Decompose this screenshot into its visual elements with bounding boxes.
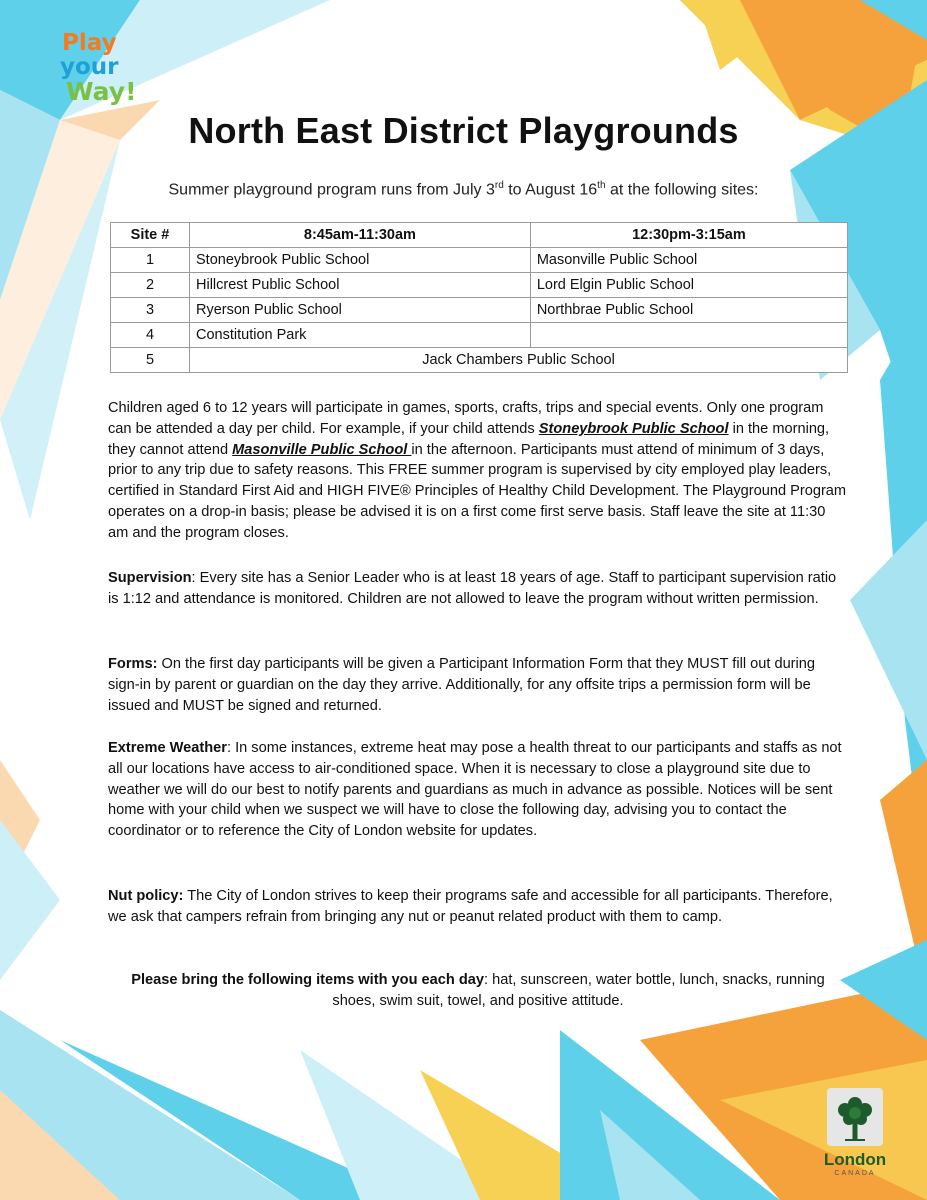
header-site-number: Site # [111, 223, 190, 248]
header-morning: 8:45am-11:30am [190, 223, 531, 248]
intro-paragraph: Children aged 6 to 12 years will participate in games, sports, crafts, trips and special events. Only one program can be attended a day per child. For example, if your child attends Stoneybrook Public School in the morning, they cannot attend Masonville Public School in the afternoon. Participants must attend of minimum of 3 days, prior to any trip due to safety reasons. This FREE summer program is supervised by city employed play leaders, certified in Standard First Aid and HIGH FIVE® Principles of Healthy Child Development. The Playground Program operates on a drop-in basis; please be advised it is on a first come first serve basis. Staff leave the site at 11:30 am and the program closes. [108, 400, 847, 541]
page-title: North East District Playgrounds [188, 110, 739, 151]
morning-site: Hillcrest Public School [190, 273, 531, 298]
table-row [111, 323, 848, 348]
afternoon-site: Masonville Public School [530, 248, 847, 273]
nut-policy-paragraph: Nut policy: The City of London strives to keep their programs safe and accessible for all participants. Therefore, we ask that campers refrain from bringing any nut or peanut related product with them to camp. [108, 888, 833, 925]
supervision-label: Supervision [108, 570, 192, 586]
bring-items-label: Please bring the following items with you each day [131, 972, 485, 988]
morning-site: Ryerson Public School [190, 298, 531, 323]
all-day-site: Jack Chambers Public School [190, 348, 848, 373]
tree-icon [827, 1088, 883, 1146]
table-row [111, 298, 848, 323]
bring-items-paragraph: Please bring the following items with you each day: hat, sunscreen, water bottle, lunch, snacks, running shoes, swim suit, towel, and positive attitude. [131, 972, 825, 1009]
table-row [111, 348, 848, 373]
forms-label: Forms: [108, 656, 158, 672]
header-afternoon: 12:30pm-3:15am [530, 223, 847, 248]
afternoon-site: Northbrae Public School [530, 298, 847, 323]
site-number: 4 [111, 323, 190, 348]
london-wordmark: London [823, 1150, 887, 1169]
site-number: 3 [111, 298, 190, 323]
play-your-way-logo [58, 28, 168, 108]
canada-wordmark: CANADA [834, 1170, 876, 1177]
supervision-paragraph: Supervision: Every site has a Senior Leader who is at least 18 years of age. Staff to participant supervision ratio is 1:12 and attendance is monitored. Children are not allowed to leave the program without written permission. [108, 570, 837, 607]
table-row [111, 273, 848, 298]
afternoon-site: Lord Elgin Public School [530, 273, 847, 298]
site-number: 1 [111, 248, 190, 273]
extreme-weather-label: Extreme Weather [108, 740, 227, 756]
forms-paragraph: Forms: On the first day participants will be given a Participant Information Form that they MUST fill out during sign-in by parent or guardian on the day they arrive. Additionally, for any offsite trips a permission form will be issued and MUST be signed and returned. [108, 656, 816, 714]
afternoon-site [530, 323, 847, 348]
morning-site: Constitution Park [190, 323, 531, 348]
program-dates-subtitle: Summer playground program runs from July 3rd to August 16th at the following sites: [168, 180, 759, 199]
svg-text:Play: Play [62, 30, 117, 56]
extreme-weather-paragraph: Extreme Weather: In some instances, extreme heat may pose a health threat to our participants and staffs as not all our locations have access to air-conditioned space. When it is necessary to close a playground site due to weather we will do our best to notify parents and guardians as much in advance as possible. Notices will be sent home with your child when we suspect we will have to close the following day, advising you to contact the coordinator or to reference the City of London website for updates. [108, 740, 842, 840]
site-number: 2 [111, 273, 190, 298]
svg-text:Way!: Way! [66, 77, 137, 106]
table-row [111, 248, 848, 273]
morning-site: Stoneybrook Public School [190, 248, 531, 273]
sites-table [110, 222, 848, 373]
svg-text:your: your [60, 54, 119, 80]
table-header-row [111, 223, 848, 248]
nut-policy-label: Nut policy: [108, 888, 184, 904]
site-number: 5 [111, 348, 190, 373]
city-of-london-logo [820, 1088, 890, 1188]
